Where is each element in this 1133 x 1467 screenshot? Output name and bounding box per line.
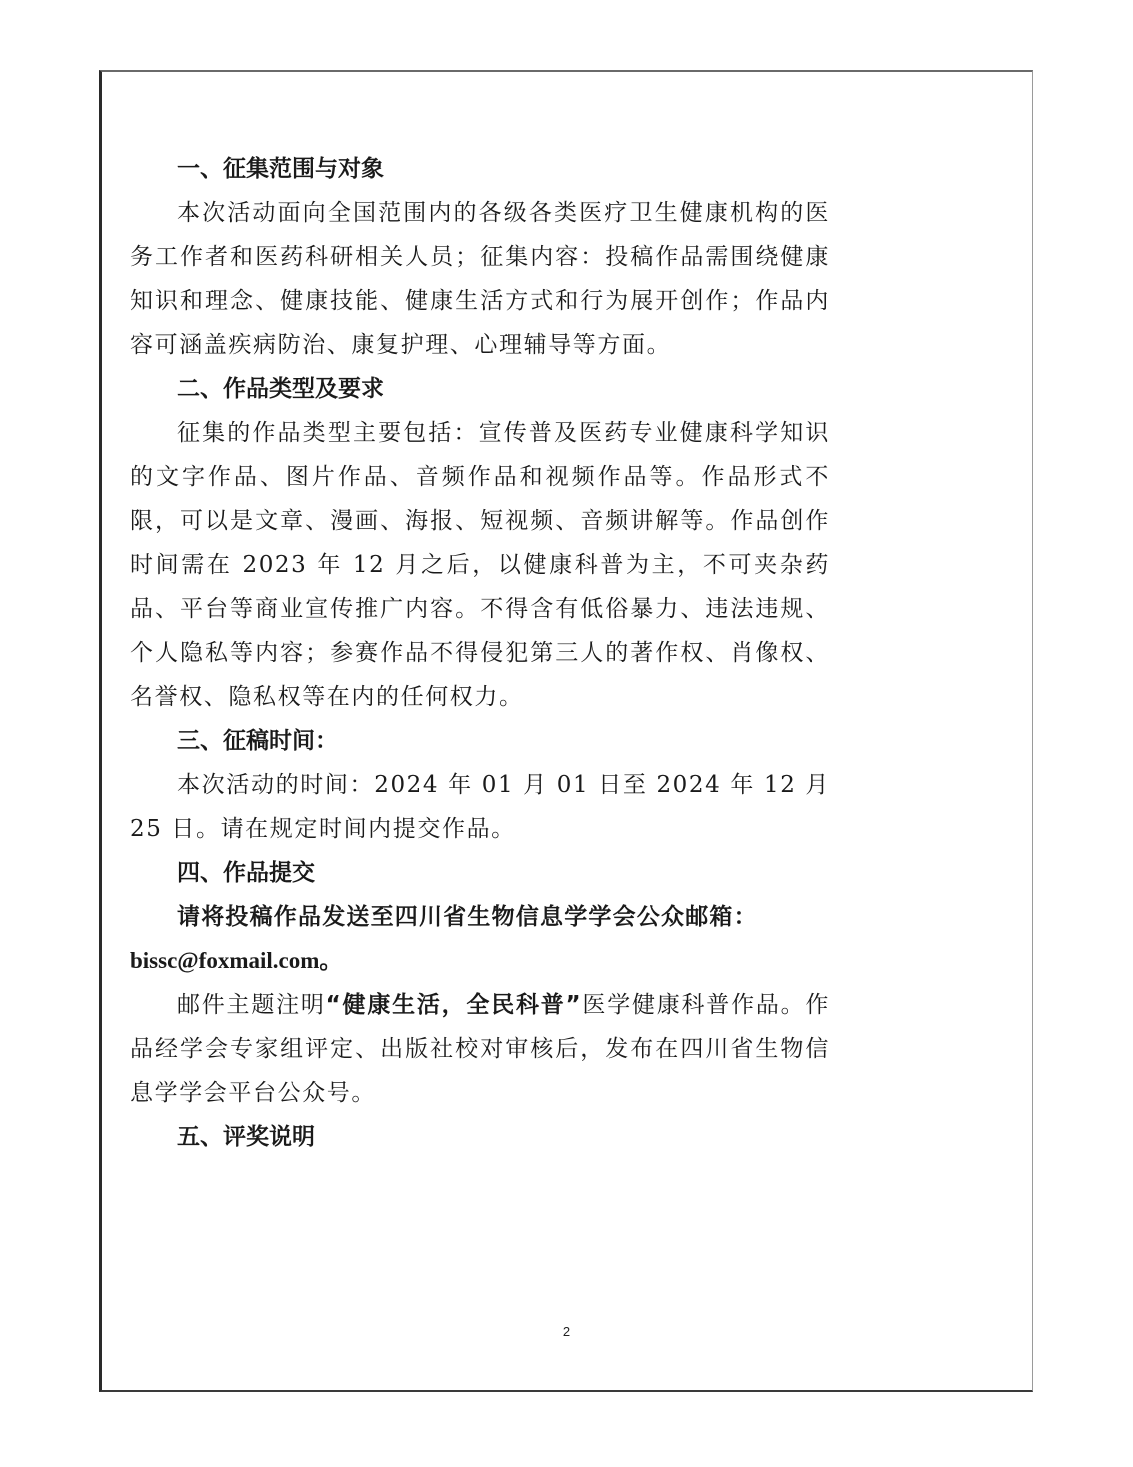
section-heading-submission-period: 三、征稿时间： (177, 728, 338, 754)
section-heading-submission: 四、作品提交 (177, 860, 315, 886)
submission-email: bissc@foxmail.com。 (130, 948, 343, 973)
section-paragraph-work-types: 征集的作品类型主要包括：宣传普及医药专业健康科学知识的文字作品、图片作品、音频作品和视频作品等。作品形式不限，可以是文章、漫画、海报、短视频、音频讲解等。作品创作时间需在 2023 年 12 月之后，以健康科普为主，不可夹杂药品、平台等商业宣传推广内容。不得含有低俗暴力、违法违规、个人隐私等内容；参赛作品不得侵犯第三人的著作权、肖像权、名誉权、隐私权等在内的任何权力。 (130, 420, 830, 710)
email-subject-suffix: 医学健康科普作品。作品经学会专家组评定、出版社校对审核后，发布在四川省生物信息学学会平台公众号。 (130, 992, 830, 1106)
section-paragraph-scope: 本次活动面向全国范围内的各级各类医疗卫生健康机构的医务工作者和医药科研相关人员；征集内容：投稿作品需围绕健康知识和理念、健康技能、健康生活方式和行为展开创作；作品内容可涵盖疾病防治、康复护理、心理辅导等方面。 (130, 200, 830, 358)
section-heading-scope: 一、征集范围与对象 (177, 156, 384, 182)
section-paragraph-email-subject (130, 983, 830, 1115)
document-body (130, 147, 830, 1159)
section-heading-awards: 五、评奖说明 (177, 1124, 315, 1150)
section-paragraph-submission-period: 本次活动的时间：2024 年 01 月 01 日至 2024 年 12 月 25 日。请在规定时间内提交作品。 (130, 772, 830, 842)
email-subject-prefix: 邮件主题注明 (177, 992, 326, 1018)
submission-instruction: 请将投稿作品发送至四川省生物信息学学会公众邮箱： (177, 904, 758, 930)
section-heading-work-types: 二、作品类型及要求 (177, 376, 384, 402)
email-subject-title: “健康生活，全民科普” (325, 992, 583, 1018)
page-number: 2 (562, 1324, 571, 1339)
